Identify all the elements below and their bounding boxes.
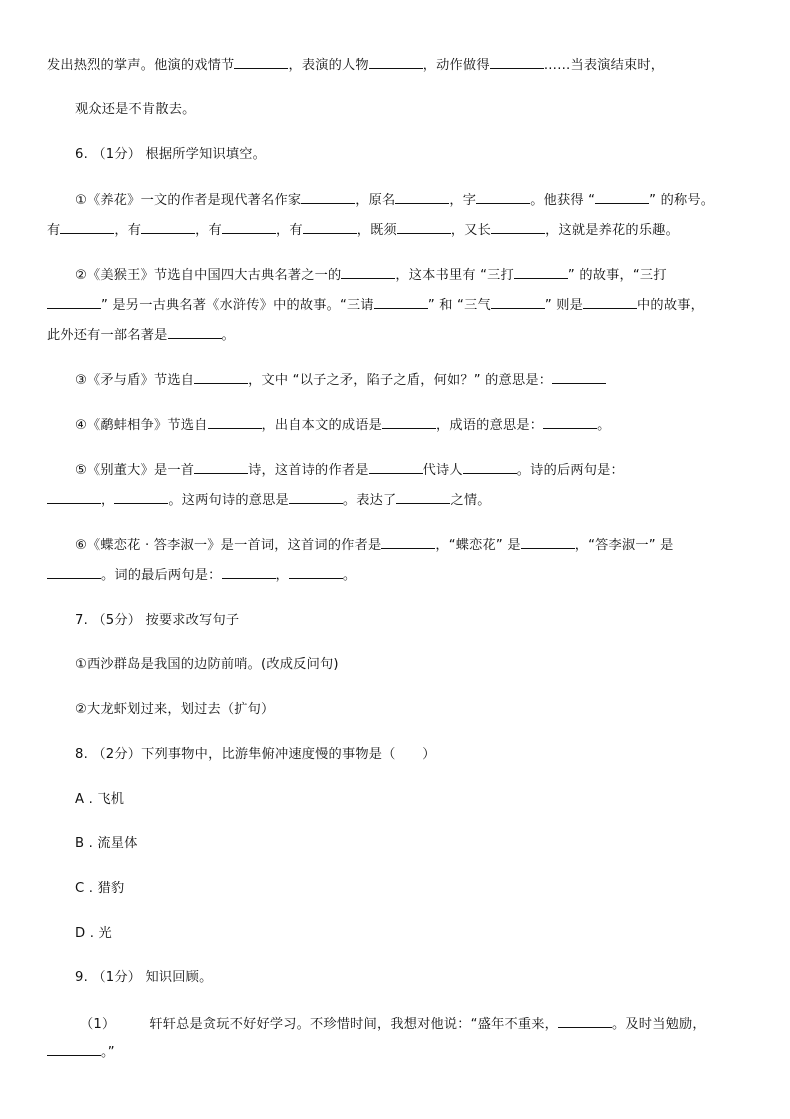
fill-blank[interactable] xyxy=(369,57,423,69)
text: ，又长 xyxy=(450,223,492,238)
fill-blank[interactable] xyxy=(222,222,276,234)
fill-blank[interactable] xyxy=(289,567,343,579)
fill-blank[interactable] xyxy=(234,57,288,69)
text: ” 则是 xyxy=(544,298,584,313)
fill-blank[interactable] xyxy=(47,297,101,309)
fill-blank[interactable] xyxy=(476,192,530,204)
text: ” 是另一古典名著《水浒传》中的故事。“三请 xyxy=(101,298,374,313)
q7-header: 7. （5分） 按要求改写句子 xyxy=(75,613,240,628)
q6-item2-line1 xyxy=(75,267,667,284)
text: ，成语的意思是： xyxy=(436,418,544,433)
text: ” 和 “三气 xyxy=(427,298,491,313)
q5-line-1 xyxy=(47,57,664,74)
fill-blank[interactable] xyxy=(552,372,606,384)
text: 发出热烈的掌声。他演的戏情节 xyxy=(47,58,235,73)
text: ，表演的人物 xyxy=(288,58,369,73)
fill-blank[interactable] xyxy=(558,1016,612,1028)
text: 中的故事， xyxy=(637,298,704,313)
text: 。 xyxy=(597,418,611,433)
fill-blank[interactable] xyxy=(491,297,545,309)
q6-item5-line1 xyxy=(75,462,624,479)
text: 。” xyxy=(101,1045,115,1060)
q6-item2-line3 xyxy=(47,327,235,344)
fill-blank[interactable] xyxy=(303,222,357,234)
text: ，字 xyxy=(449,193,477,208)
q5-line-2: 观众还是不肯散去。 xyxy=(75,102,196,117)
q8-option-c[interactable]: C . 猎豹 xyxy=(75,881,125,896)
q6-header: 6. （1分） 根据所学知识填空。 xyxy=(75,147,267,162)
fill-blank[interactable] xyxy=(47,492,101,504)
fill-blank[interactable] xyxy=(194,372,248,384)
text: ①《养花》一文的作者是现代著名作家 xyxy=(75,193,302,208)
q6-item6-line1 xyxy=(75,537,674,554)
text: ， xyxy=(101,493,115,508)
text: 。 xyxy=(221,328,235,343)
q9-sub1-line1 xyxy=(80,1016,706,1033)
fill-blank[interactable] xyxy=(47,567,101,579)
text: 。诗的后两句是： xyxy=(516,463,624,478)
fill-blank[interactable] xyxy=(374,297,428,309)
text: ，有 xyxy=(275,223,303,238)
fill-blank[interactable] xyxy=(521,537,575,549)
text: ，“蝶恋花” 是 xyxy=(435,538,521,553)
fill-blank[interactable] xyxy=(543,417,597,429)
text: ，动作做得 xyxy=(422,58,490,73)
fill-blank[interactable] xyxy=(114,492,168,504)
text: ⑥《蝶恋花 · 答李淑一》是一首词，这首词的作者是 xyxy=(75,538,382,553)
fill-blank[interactable] xyxy=(194,462,248,474)
text: ， xyxy=(275,568,289,583)
q7-item1: ①西沙群岛是我国的边防前哨。(改成反问句) xyxy=(75,657,339,672)
fill-blank[interactable] xyxy=(583,297,637,309)
text: 诗，这首诗的作者是 xyxy=(248,463,369,478)
fill-blank[interactable] xyxy=(381,537,435,549)
text: ④《鹬蚌相争》节选自 xyxy=(75,418,208,433)
q8-option-d[interactable]: D . 光 xyxy=(75,926,112,941)
fill-blank[interactable] xyxy=(60,222,114,234)
fill-blank[interactable] xyxy=(289,492,343,504)
fill-blank[interactable] xyxy=(514,267,568,279)
q6-item1-line2 xyxy=(47,222,679,239)
sub-number: （1） xyxy=(80,1017,116,1032)
text: ②《美猴王》节选自中国四大古典名著之一的 xyxy=(75,268,342,283)
fill-blank[interactable] xyxy=(382,417,436,429)
text: ，文中 “以子之矛，陷子之盾，何如？” 的意思是： xyxy=(248,373,553,388)
text: 。他获得 “ xyxy=(530,193,596,208)
fill-blank[interactable] xyxy=(141,222,195,234)
text: 。及时当勉励， xyxy=(612,1017,706,1032)
text: ” 的称号。 xyxy=(649,193,715,208)
q8-header: 8. （2分）下列事物中，比游隼俯冲速度慢的事物是（ ） xyxy=(75,747,436,762)
q9-header: 9. （1分） 知识回顾。 xyxy=(75,970,213,985)
q6-item2-line2 xyxy=(47,297,704,314)
q6-item4 xyxy=(75,417,611,434)
text: ，这本书里有 “三打 xyxy=(395,268,514,283)
text: 此外还有一部名著是 xyxy=(47,328,168,343)
text: 。词的最后两句是： xyxy=(101,568,222,583)
fill-blank[interactable] xyxy=(490,57,544,69)
text: ，出自本文的成语是 xyxy=(261,418,383,433)
text: ，有 xyxy=(114,223,142,238)
text: 。表达了 xyxy=(342,493,397,508)
q6-item3 xyxy=(75,372,606,389)
text: 轩轩总是贪玩不好好学习。不珍惜时间，我想对他说：“盛年不重来， xyxy=(149,1017,559,1032)
q7-item2: ②大龙虾划过来，划过去（扩句） xyxy=(75,702,275,717)
fill-blank[interactable] xyxy=(595,192,649,204)
fill-blank[interactable] xyxy=(341,267,395,279)
text: 之情。 xyxy=(450,493,491,508)
text: ” 的故事，“三打 xyxy=(567,268,667,283)
q6-item5-line2 xyxy=(47,492,491,509)
text: ⑤《别董大》是一首 xyxy=(75,463,195,478)
text: ，有 xyxy=(195,223,222,238)
fill-blank[interactable] xyxy=(369,462,423,474)
text: ，这就是养花的乐趣。 xyxy=(545,223,679,238)
q6-item6-line2 xyxy=(47,567,356,584)
fill-blank[interactable] xyxy=(395,192,449,204)
text: ，“答李淑一” 是 xyxy=(574,538,674,553)
q8-option-b[interactable]: B . 流星体 xyxy=(75,836,138,851)
fill-blank[interactable] xyxy=(463,462,517,474)
fill-blank[interactable] xyxy=(208,417,262,429)
fill-blank[interactable] xyxy=(168,327,222,339)
fill-blank[interactable] xyxy=(222,567,276,579)
text: ，既须 xyxy=(356,223,397,238)
q9-sub1-line2 xyxy=(47,1044,115,1061)
text: 。 xyxy=(342,568,357,583)
text: 代诗人 xyxy=(422,463,463,478)
fill-blank[interactable] xyxy=(396,492,450,504)
text: ，原名 xyxy=(355,193,396,208)
text: ……当表演结束时， xyxy=(543,58,665,73)
q8-option-a[interactable]: A . 飞机 xyxy=(75,792,125,807)
fill-blank[interactable] xyxy=(397,222,451,234)
fill-blank[interactable] xyxy=(301,192,355,204)
text: ③《矛与盾》节选自 xyxy=(75,373,195,388)
fill-blank[interactable] xyxy=(491,222,545,234)
fill-blank[interactable] xyxy=(47,1044,101,1056)
text: 有 xyxy=(47,223,61,238)
q6-item1-line1 xyxy=(75,192,714,209)
text: 。这两句诗的意思是 xyxy=(168,493,289,508)
